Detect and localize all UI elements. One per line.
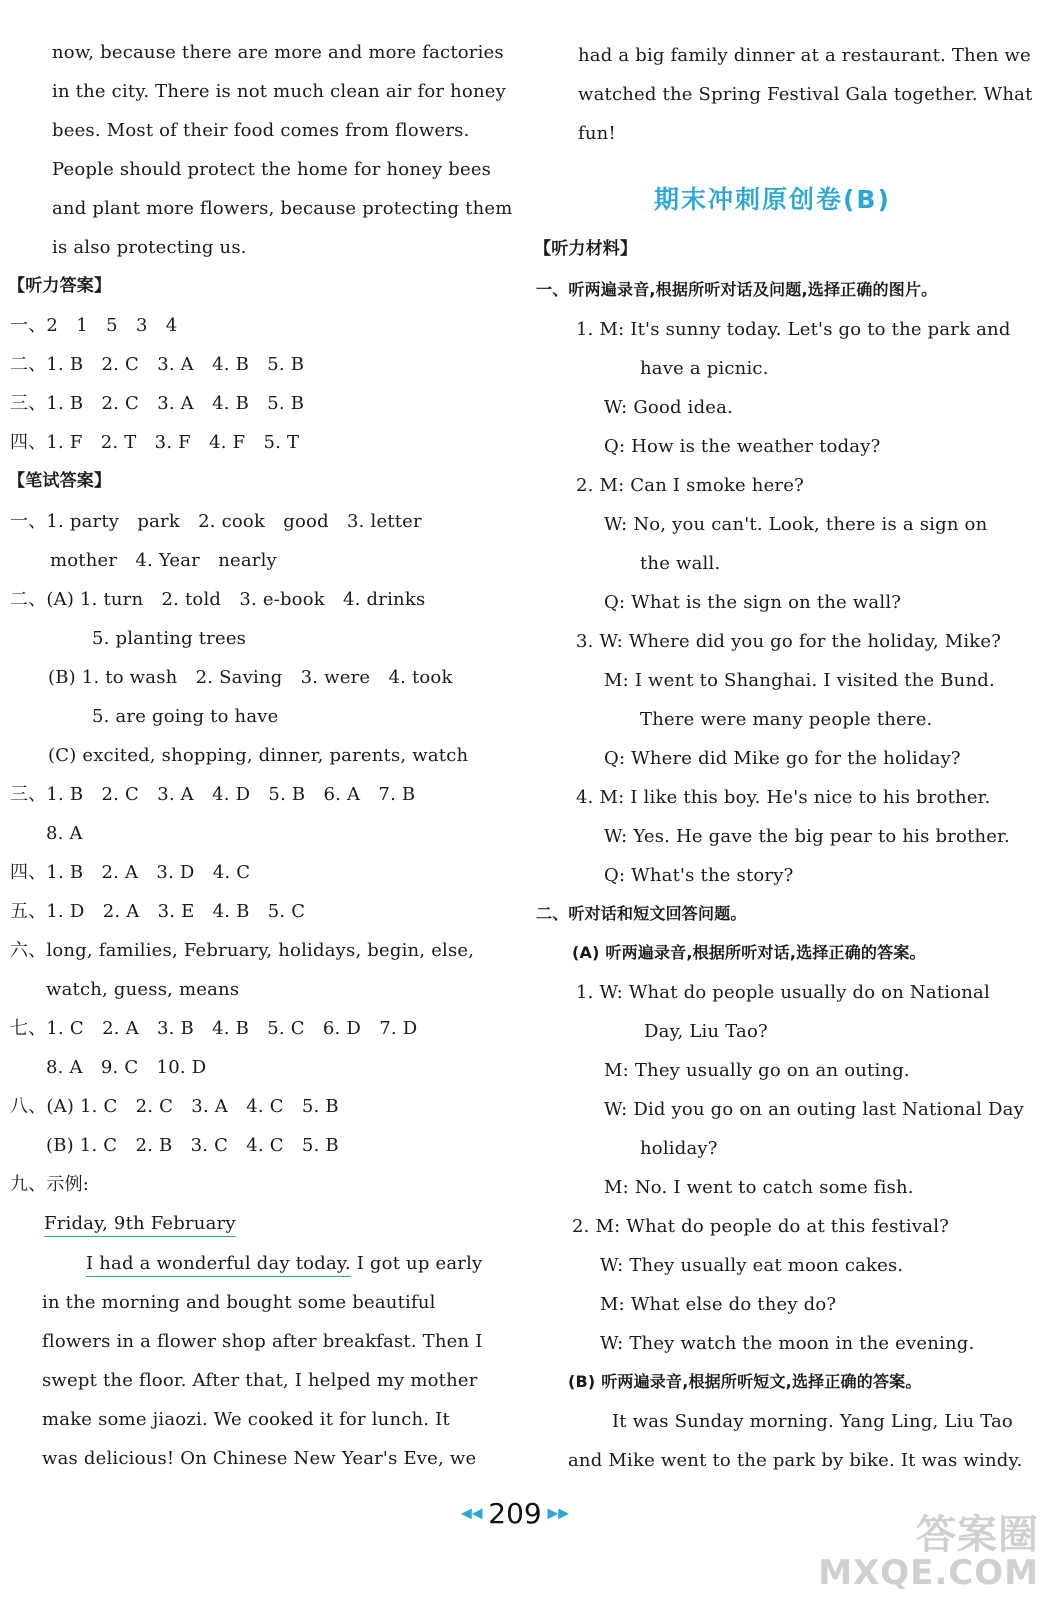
answer-line: 8. A [46,823,83,844]
text-line: is also protecting us. [52,237,247,258]
dialogue-line: W: Good idea. [604,397,734,418]
written-answers-heading: 【笔试答案】 [8,471,112,491]
dialogue-line: Q: How is the weather today? [604,436,881,457]
answer-line: 八、(A) 1. C 2. C 3. A 4. C 5. B [10,1096,339,1117]
dialogue-line: holiday? [640,1138,718,1159]
answer-line: 六、long, families, February, holidays, begin, else, [10,940,475,961]
answer-line: (C) excited, shopping, dinner, parents, watch [48,745,469,766]
watermark-url: MXQE.COM [818,1553,1039,1594]
dialogue-line: 2. M: Can I smoke here? [576,475,804,496]
watermark [818,1514,1039,1592]
dialogue-line: Q: What is the sign on the wall? [604,592,902,613]
answer-line: 四、1. F 2. T 3. F 4. F 5. T [10,432,300,453]
page-number-text: 209 [488,1497,542,1530]
text-line: People should protect the home for honey bees [52,159,492,180]
dialogue-line: There were many people there. [640,709,933,730]
answer-line: 5. planting trees [92,628,247,649]
answer-line: 九、示例: [10,1174,90,1195]
section-instruction: 一、听两遍录音,根据所听对话及问题,选择正确的图片。 [536,280,938,299]
answer-line: 5. are going to have [92,706,279,727]
answer-line: 一、1. party park 2. cook good 3. letter [10,511,422,532]
section-instruction: (A) 听两遍录音,根据所听对话,选择正确的答案。 [572,943,926,962]
text-line: and plant more flowers, because protecting them [52,198,513,219]
text-line: bees. Most of their food comes from flowers. [52,120,470,141]
dialogue-line: M: I went to Shanghai. I visited the Bund. [604,670,995,691]
answer-line: 二、1. B 2. C 3. A 4. B 5. B [10,354,305,375]
page-number [440,1497,590,1530]
essay-date-text: Friday, 9th February [44,1213,236,1237]
essay-line [86,1255,482,1273]
dialogue-line: W: No, you can't. Look, there is a sign on [604,514,988,535]
listening-answers-heading: 【听力答案】 [8,276,112,296]
dialogue-line: W: Yes. He gave the big pear to his brother. [604,826,1010,847]
answer-line: (B) 1. C 2. B 3. C 4. C 5. B [46,1135,339,1156]
answer-line: 一、2 1 5 3 4 [10,315,178,336]
dialogue-line: have a picnic. [640,358,769,379]
essay-text: I got up early [350,1253,483,1274]
dialogue-line: 3. W: Where did you go for the holiday, Mike? [576,631,1002,652]
section-instruction: (B) 听两遍录音,根据所听短文,选择正确的答案。 [568,1372,922,1391]
essay-line: flowers in a flower shop after breakfast. Then I [42,1331,483,1352]
dialogue-line: Q: What's the story? [604,865,794,886]
dialogue-line: W: Did you go on an outing last National Day [604,1099,1024,1120]
dialogue-line: M: No. I went to catch some fish. [604,1177,914,1198]
essay-line: in the morning and bought some beautiful [42,1292,436,1313]
double-arrow-right-icon: ▶▶ [547,1505,569,1522]
passage-line: and Mike went to the park by bike. It was windy. [568,1450,1023,1471]
text-line: in the city. There is not much clean air for honey [52,81,506,102]
answer-line: mother 4. Year nearly [50,550,277,571]
essay-topic-sentence: I had a wonderful day today. [86,1253,351,1277]
text-line: fun! [578,123,616,144]
answer-line: watch, guess, means [46,979,240,1000]
dialogue-line: 2. M: What do people do at this festival? [572,1216,949,1237]
dialogue-line: the wall. [640,553,721,574]
answer-line: 二、(A) 1. turn 2. told 3. e-book 4. drinks [10,589,426,610]
text-line: had a big family dinner at a restaurant. Then we [578,45,1031,66]
dialogue-line: W: They usually eat moon cakes. [600,1255,904,1276]
dialogue-line: W: They watch the moon in the evening. [600,1333,975,1354]
essay-line: swept the floor. After that, I helped my mother [42,1370,478,1391]
dialogue-line: 1. M: It's sunny today. Let's go to the park and [576,319,1011,340]
essay-line: make some jiaozi. We cooked it for lunch. It [42,1409,450,1430]
text-line: now, because there are more and more factories [52,42,504,63]
listening-material-heading: 【听力材料】 [534,239,638,259]
dialogue-line: M: What else do they do? [600,1294,837,1315]
answer-line: 五、1. D 2. A 3. E 4. B 5. C [10,901,306,922]
dialogue-line: Day, Liu Tao? [644,1021,768,1042]
dialogue-line: 4. M: I like this boy. He's nice to his brother. [576,787,991,808]
essay-line: was delicious! On Chinese New Year's Eve, we [42,1448,477,1469]
answer-line: 七、1. C 2. A 3. B 4. B 5. C 6. D 7. D [10,1018,418,1039]
watermark-logo-text: 答案圈 [916,1512,1039,1559]
answer-line: 四、1. B 2. A 3. D 4. C [10,862,251,883]
dialogue-line: M: They usually go on an outing. [604,1060,910,1081]
dialogue-line: 1. W: What do people usually do on National [576,982,990,1003]
exam-title: 期末冲刺原创卷(B) [654,185,891,214]
text-line: watched the Spring Festival Gala together. What [578,84,1033,105]
answer-line: 三、1. B 2. C 3. A 4. B 5. B [10,393,305,414]
essay-date [44,1215,236,1233]
answer-line: 三、1. B 2. C 3. A 4. D 5. B 6. A 7. B [10,784,416,805]
dialogue-line: Q: Where did Mike go for the holiday? [604,748,961,769]
double-arrow-left-icon: ◀◀ [460,1505,483,1522]
section-instruction: 二、听对话和短文回答问题。 [536,904,747,923]
passage-line: It was Sunday morning. Yang Ling, Liu Tao [612,1411,1013,1432]
answer-line: 8. A 9. C 10. D [46,1057,207,1078]
answer-line: (B) 1. to wash 2. Saving 3. were 4. took [48,667,453,688]
